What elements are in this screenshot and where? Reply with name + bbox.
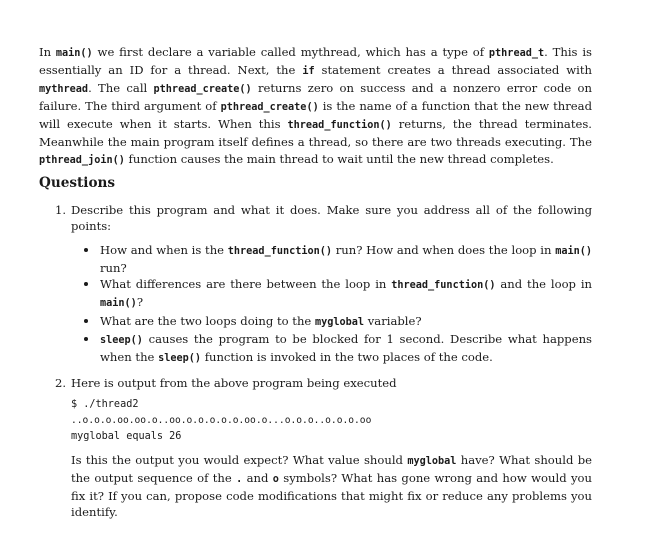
bullet-text: run? How and when does the loop in [332, 243, 556, 258]
intro-text: statement creates a thread associated with [314, 63, 592, 78]
code-thread-function: thread_function() [391, 280, 496, 292]
intro-text: returns zero on success and a nonzero error code on failure. The third argument of [39, 81, 592, 114]
question-followup [71, 452, 592, 520]
code-sleep: sleep() [158, 352, 202, 364]
program-output-block [71, 397, 592, 446]
code-myglobal: myglobal [407, 455, 457, 467]
question-item-1 [39, 202, 592, 367]
bullet-text: causes the program to be blocked for 1 second. Describe what happens when the [100, 331, 592, 364]
bullet-item [71, 276, 592, 312]
followup-text: symbols? What has gone wrong and how would you fix it? If you can, propose code modifications that might fix or reduce any problems you identify. [71, 470, 592, 519]
followup-text: Is this the output you would expect? What value should [71, 452, 408, 467]
question-number: 2. [55, 375, 67, 390]
code-main: main() [55, 48, 93, 59]
intro-text: is the name of a function that the new thread will execute when it starts. When this [39, 99, 592, 132]
intro-text: we first declare a variable called mythread, which has a type of [92, 45, 489, 59]
code-o-symbol: o [272, 473, 279, 485]
program-output-result: myglobal equals 26 [71, 431, 182, 443]
bullet-item [71, 242, 592, 276]
bullet-text: and the loop in [495, 277, 592, 292]
question-list [39, 202, 592, 520]
followup-text: and [242, 470, 273, 485]
bullet-icon [84, 282, 88, 286]
intro-paragraph [39, 44, 592, 169]
intro-text: returns, the thread terminates. Meanwhile the main program itself defines a thread, so there are two threads executing. The [39, 117, 592, 150]
bullet-icon [84, 337, 88, 341]
question-text: Here is output from the above program being executed [71, 375, 397, 390]
question-number: 1. [55, 203, 67, 217]
section-heading: Questions [39, 175, 116, 191]
document-page [39, 44, 592, 519]
bullet-text: What differences are there between the loop in [100, 277, 392, 292]
bullet-item [71, 331, 592, 367]
code-dot-symbol: . [236, 473, 243, 485]
followup-text: have? What should be the output sequence of the [71, 452, 592, 485]
bullet-text: variable? [364, 313, 422, 328]
code-pthread-t: pthread_t [488, 48, 545, 59]
shell-command: $ ./thread2 [71, 398, 139, 410]
code-mythread: mythread [39, 84, 89, 96]
code-thread-function: thread_function() [287, 120, 392, 132]
question-item-2 [39, 375, 592, 520]
bullet-text: run? [100, 261, 127, 276]
code-if: if [302, 66, 315, 78]
bullet-list [71, 242, 592, 367]
bullet-text: What are the two loops doing to the [100, 313, 315, 328]
code-pthread-join: pthread_join() [39, 154, 125, 166]
code-thread-function: thread_function() [227, 246, 333, 258]
code-pthread-create: pthread_create() [220, 102, 319, 114]
bullet-text: How and when is the [100, 243, 228, 258]
intro-text: function causes the main thread to wait until the new thread completes. [124, 151, 554, 166]
bullet-text: ? [136, 295, 144, 310]
code-myglobal: myglobal [314, 316, 365, 328]
program-output-symbols: ..o.o.o.oo.oo.o..oo.o.o.o.o.o.oo.o...o.o.o..o.o.o.oo [71, 415, 372, 427]
code-main: main() [100, 298, 137, 310]
intro-text: In [39, 45, 56, 59]
question-text: Describe this program and what it does. Make sure you address all of the following points: [71, 203, 592, 234]
bullet-item [71, 313, 592, 331]
intro-text: . The call [88, 81, 154, 96]
bullet-text: function is invoked in the two places of the code. [201, 349, 493, 364]
intro-text: . This is essentially an ID for a thread. Next, the [39, 45, 592, 78]
code-pthread-create: pthread_create() [153, 84, 252, 96]
code-main: main() [555, 246, 592, 258]
bullet-icon [84, 248, 88, 252]
code-sleep: sleep() [100, 334, 143, 346]
bullet-icon [84, 319, 88, 323]
